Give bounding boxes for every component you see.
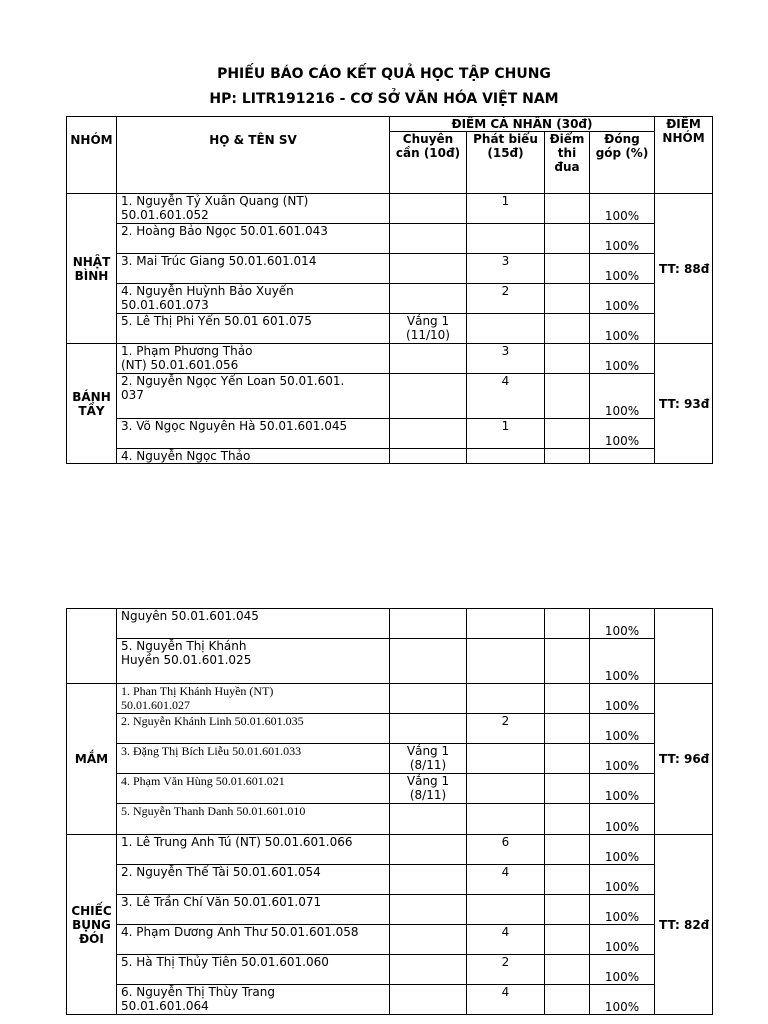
group-name-cell <box>67 609 117 684</box>
table-row <box>67 804 713 835</box>
student-name: 1. Nguyễn Tỷ Xuân Quang (NT) <box>121 194 309 208</box>
student-name: 1. Phạm Phương Thảo <box>121 344 253 358</box>
chuyen-can-cell <box>390 419 467 449</box>
header-phat-bieu: Phát biểu (15đ) <box>467 132 545 194</box>
student-name: 5. Lê Thị Phi Yến 50.01 601.075 <box>121 314 312 328</box>
table-row <box>67 609 713 639</box>
student-name: 5. Nguyễn Thị Khánh <box>121 639 247 653</box>
phat-bieu-cell: 4 <box>467 374 545 419</box>
table-row <box>67 895 713 925</box>
thi-dua-cell <box>545 714 590 744</box>
student-name: 5. Hà Thị Thủy Tiên 50.01.601.060 <box>121 955 329 969</box>
chuyen-can-cell <box>390 344 467 374</box>
phat-bieu-cell: 2 <box>467 284 545 314</box>
phat-bieu-cell <box>467 609 545 639</box>
student-name: 6. Nguyễn Thị Thùy Trang <box>121 985 275 999</box>
dong-gop-cell: 100% <box>590 835 655 865</box>
student-name: 2. Nguyễn Khánh Linh 50.01.601.035 <box>121 714 304 728</box>
chuyen-can-cell: Vắng 1 (11/10) <box>390 314 467 344</box>
student-name-cell <box>117 774 390 804</box>
student-name: 4. Phạm Dương Anh Thư 50.01.601.058 <box>121 925 359 939</box>
chuyen-can-cell <box>390 639 467 684</box>
table-row <box>67 985 713 1015</box>
student-name-cell <box>117 955 390 985</box>
dong-gop-cell: 100% <box>590 374 655 419</box>
phat-bieu-cell <box>467 804 545 835</box>
thi-dua-cell <box>545 744 590 774</box>
student-id: 50.01.601.073 <box>121 298 209 312</box>
header-personal: ĐIỂM CÁ NHÂN (30đ) <box>390 117 655 132</box>
student-name: 4. Phạm Văn Hùng 50.01.601.021 <box>121 774 285 788</box>
student-name: 3. Lê Trần Chí Văn 50.01.601.071 <box>121 895 322 909</box>
table-row <box>67 314 713 344</box>
chuyen-can-cell <box>390 714 467 744</box>
student-name: 3. Mai Trúc Giang 50.01.601.014 <box>121 254 317 268</box>
thi-dua-cell <box>545 449 590 464</box>
header-dong-gop: Đóng góp (%) <box>590 132 655 194</box>
student-name-cell <box>117 985 390 1015</box>
group-score-cell: TT: 93đ <box>655 344 713 464</box>
thi-dua-cell <box>545 254 590 284</box>
student-name: 1. Phan Thị Khánh Huyền (NT) <box>121 684 274 698</box>
phat-bieu-cell <box>467 895 545 925</box>
dong-gop-cell: 100% <box>590 744 655 774</box>
student-name: 4. Nguyễn Huỳnh Bảo Xuyến <box>121 284 294 298</box>
dong-gop-cell <box>590 449 655 464</box>
dong-gop-cell: 100% <box>590 714 655 744</box>
phat-bieu-cell: 3 <box>467 254 545 284</box>
phat-bieu-cell: 4 <box>467 925 545 955</box>
dong-gop-cell: 100% <box>590 344 655 374</box>
chuyen-can-cell: Vắng 1 (8/11) <box>390 744 467 774</box>
group-name-cell: NHẬT BÌNH <box>67 194 117 344</box>
table-row <box>67 835 713 865</box>
course-title: HP: LITR191216 - CƠ SỞ VĂN HÓA VIỆT NAM <box>209 91 559 107</box>
chuyen-can-cell <box>390 835 467 865</box>
phat-bieu-cell: 2 <box>467 955 545 985</box>
dong-gop-cell: 100% <box>590 639 655 684</box>
phat-bieu-cell <box>467 314 545 344</box>
student-id: Huyền 50.01.601.025 <box>121 653 252 667</box>
chuyen-can-cell <box>390 609 467 639</box>
table-row <box>67 955 713 985</box>
table-row <box>67 254 713 284</box>
student-name: Nguyên 50.01.601.045 <box>121 609 259 623</box>
thi-dua-cell <box>545 344 590 374</box>
dong-gop-cell: 100% <box>590 925 655 955</box>
dong-gop-cell: 100% <box>590 254 655 284</box>
chuyen-can-cell <box>390 194 467 224</box>
group-name-cell: CHIẾC BỤNG ĐÓI <box>67 835 117 1015</box>
dong-gop-cell: 100% <box>590 194 655 224</box>
dong-gop-cell: 100% <box>590 684 655 714</box>
thi-dua-cell <box>545 895 590 925</box>
results-table-page1 <box>66 116 713 464</box>
group-name-cell: MẮM <box>67 684 117 835</box>
thi-dua-cell <box>545 639 590 684</box>
student-name: 5. Nguyễn Thanh Danh 50.01.601.010 <box>121 804 306 818</box>
student-name-cell <box>117 419 390 449</box>
dong-gop-cell: 100% <box>590 804 655 835</box>
student-name-cell <box>117 639 390 684</box>
student-id: 50.01.601.052 <box>121 208 209 222</box>
student-name: 3. Đặng Thị Bích Liễu 50.01.601.033 <box>121 744 302 758</box>
thi-dua-cell <box>545 419 590 449</box>
student-name-cell <box>117 254 390 284</box>
phat-bieu-cell: 6 <box>467 835 545 865</box>
group-score-cell: TT: 88đ <box>655 194 713 344</box>
student-id: (NT) 50.01.601.056 <box>121 358 239 372</box>
dong-gop-cell: 100% <box>590 985 655 1015</box>
chuyen-can-cell <box>390 449 467 464</box>
thi-dua-cell <box>545 955 590 985</box>
table-row <box>67 419 713 449</box>
student-name: 2. Nguyễn Thế Tài 50.01.601.054 <box>121 865 321 879</box>
group-name-cell: BÁNH TẦY <box>67 344 117 464</box>
phat-bieu-cell: 4 <box>467 985 545 1015</box>
thi-dua-cell <box>545 925 590 955</box>
student-name-cell <box>117 895 390 925</box>
dong-gop-cell: 100% <box>590 224 655 254</box>
student-name-cell <box>117 744 390 774</box>
student-name: 1. Lê Trung Anh Tú (NT) 50.01.601.066 <box>121 835 353 849</box>
thi-dua-cell <box>545 609 590 639</box>
student-name-cell <box>117 714 390 744</box>
table-row <box>67 774 713 804</box>
phat-bieu-cell <box>467 744 545 774</box>
thi-dua-cell <box>545 284 590 314</box>
chuyen-can-cell <box>390 254 467 284</box>
student-name-cell <box>117 374 390 419</box>
header-thi-dua: Điểm thi đua <box>545 132 590 194</box>
chuyen-can-cell <box>390 224 467 254</box>
dong-gop-cell: 100% <box>590 774 655 804</box>
student-name-cell <box>117 835 390 865</box>
chuyen-can-cell <box>390 804 467 835</box>
student-id: 50.01.601.064 <box>121 999 209 1013</box>
student-name-cell <box>117 804 390 835</box>
student-name-cell <box>117 224 390 254</box>
phat-bieu-cell <box>467 449 545 464</box>
phat-bieu-cell <box>467 639 545 684</box>
student-name: 2. Hoàng Bảo Ngọc 50.01.601.043 <box>121 224 328 238</box>
group-score-cell <box>655 609 713 684</box>
header-group: NHÓM <box>67 117 117 194</box>
thi-dua-cell <box>545 774 590 804</box>
group-score-cell: TT: 96đ <box>655 684 713 835</box>
table-row <box>67 744 713 774</box>
student-name-cell <box>117 684 390 714</box>
phat-bieu-cell: 1 <box>467 194 545 224</box>
student-name: 2. Nguyễn Ngọc Yến Loan 50.01.601. <box>121 374 345 388</box>
dong-gop-cell: 100% <box>590 865 655 895</box>
thi-dua-cell <box>545 865 590 895</box>
chuyen-can-cell <box>390 985 467 1015</box>
student-name: 3. Võ Ngọc Nguyên Hà 50.01.601.045 <box>121 419 348 433</box>
header-chuyen-can: Chuyên cần (10đ) <box>390 132 467 194</box>
student-name-cell <box>117 194 390 224</box>
thi-dua-cell <box>545 804 590 835</box>
student-name: 4. Nguyễn Ngọc Thảo <box>121 449 251 463</box>
phat-bieu-cell: 2 <box>467 714 545 744</box>
dong-gop-cell: 100% <box>590 419 655 449</box>
table-row <box>67 374 713 419</box>
chuyen-can-cell <box>390 684 467 714</box>
header-group-score: ĐIỂM NHÓM <box>655 117 713 194</box>
student-name-cell <box>117 449 390 464</box>
chuyen-can-cell <box>390 925 467 955</box>
student-name-cell <box>117 925 390 955</box>
student-name-cell <box>117 865 390 895</box>
table-row <box>67 925 713 955</box>
group-score-cell: TT: 82đ <box>655 835 713 1015</box>
table-row <box>67 684 713 714</box>
dong-gop-cell: 100% <box>590 895 655 925</box>
chuyen-can-cell <box>390 374 467 419</box>
results-table-page2 <box>66 608 713 1015</box>
student-id: 50.01.601.027 <box>121 698 190 712</box>
student-name-cell <box>117 609 390 639</box>
phat-bieu-cell: 1 <box>467 419 545 449</box>
thi-dua-cell <box>545 835 590 865</box>
header-name: HỌ & TÊN SV <box>117 117 390 194</box>
chuyen-can-cell <box>390 865 467 895</box>
table-row <box>67 194 713 224</box>
table-row <box>67 865 713 895</box>
chuyen-can-cell <box>390 284 467 314</box>
report-title: PHIẾU BÁO CÁO KẾT QUẢ HỌC TẬP CHUNG <box>217 66 551 82</box>
dong-gop-cell: 100% <box>590 609 655 639</box>
phat-bieu-cell <box>467 224 545 254</box>
thi-dua-cell <box>545 314 590 344</box>
table-row <box>67 344 713 374</box>
thi-dua-cell <box>545 374 590 419</box>
chuyen-can-cell <box>390 895 467 925</box>
dong-gop-cell: 100% <box>590 314 655 344</box>
table-row <box>67 449 713 464</box>
chuyen-can-cell: Vắng 1 (8/11) <box>390 774 467 804</box>
phat-bieu-cell <box>467 774 545 804</box>
dong-gop-cell: 100% <box>590 955 655 985</box>
table-row <box>67 284 713 314</box>
thi-dua-cell <box>545 224 590 254</box>
table-row <box>67 639 713 684</box>
phat-bieu-cell <box>467 684 545 714</box>
dong-gop-cell: 100% <box>590 284 655 314</box>
student-name-cell <box>117 344 390 374</box>
student-name-cell <box>117 314 390 344</box>
table-row <box>67 714 713 744</box>
thi-dua-cell <box>545 194 590 224</box>
table-row <box>67 224 713 254</box>
student-name-cell <box>117 284 390 314</box>
chuyen-can-cell <box>390 955 467 985</box>
phat-bieu-cell: 4 <box>467 865 545 895</box>
thi-dua-cell <box>545 985 590 1015</box>
student-id: 037 <box>121 388 144 402</box>
thi-dua-cell <box>545 684 590 714</box>
phat-bieu-cell: 3 <box>467 344 545 374</box>
